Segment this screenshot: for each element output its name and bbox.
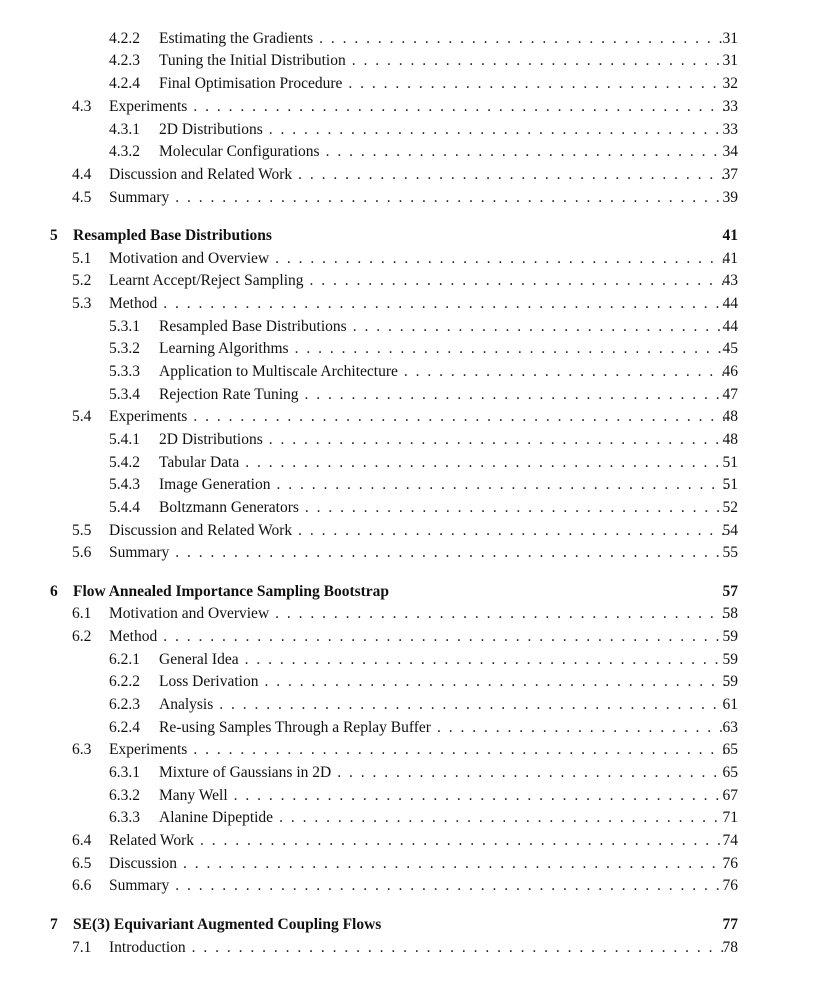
toc-entry-title: Flow Annealed Importance Sampling Bootstrap bbox=[73, 581, 726, 603]
toc-entry-number: 7.1 bbox=[72, 939, 92, 956]
toc-entry-number: 4.3.2 bbox=[109, 143, 140, 160]
toc-entry-page-number: 58 bbox=[722, 605, 738, 622]
toc-entry-page-number: 54 bbox=[722, 522, 738, 539]
dot-leader bbox=[234, 785, 726, 807]
toc-entry-number: 5.5 bbox=[72, 522, 92, 539]
toc-entry-page-number: 61 bbox=[722, 696, 738, 713]
toc-entry[interactable] bbox=[0, 270, 826, 292]
toc-entry-title: Experiments . . . bbox=[109, 739, 726, 761]
toc-entry-number: 6.1 bbox=[72, 605, 92, 622]
toc-entry-title: 2D Distributions . . . bbox=[159, 429, 726, 451]
toc-entry-title: Experiments . . . bbox=[109, 406, 726, 428]
toc-entry-page-number: 52 bbox=[722, 499, 738, 516]
toc-entry-page-number: 65 bbox=[722, 764, 738, 781]
toc-entry-number: 6.2.4 bbox=[109, 719, 140, 736]
dot-leader bbox=[269, 119, 726, 141]
dot-leader bbox=[305, 497, 726, 519]
dot-leader bbox=[298, 520, 726, 542]
toc-entry-page-number: 43 bbox=[722, 272, 738, 289]
toc-entry[interactable] bbox=[0, 338, 826, 360]
toc-entry-page-number: 48 bbox=[722, 408, 738, 425]
toc-entry-number: 6.2.1 bbox=[109, 651, 140, 668]
toc-entry-page-number: 51 bbox=[722, 454, 738, 471]
toc-entry-page-number: 44 bbox=[722, 295, 738, 312]
toc-entry-page-number: 32 bbox=[722, 75, 738, 92]
toc-entry-title: Loss Derivation . . . bbox=[159, 671, 726, 693]
toc-entry-number: 5.4.2 bbox=[109, 454, 140, 471]
toc-chapter-entry[interactable] bbox=[0, 914, 826, 936]
toc-entry-title: 2D Distributions . . . bbox=[159, 119, 726, 141]
toc-entry-title: Method . . . bbox=[109, 293, 726, 315]
toc-entry-number: 6.5 bbox=[72, 855, 92, 872]
toc-entry-title: Discussion and Related Work . . . bbox=[109, 164, 726, 186]
dot-leader bbox=[183, 853, 726, 875]
toc-entry-title: Learnt Accept/Reject Sampling . . . bbox=[109, 270, 726, 292]
toc-entry-number: 6.3.1 bbox=[109, 764, 140, 781]
toc-entry-page-number: 51 bbox=[722, 476, 738, 493]
toc-entry-title: Estimating the Gradients . . . bbox=[159, 28, 726, 50]
toc-entry-title: Summary . . . bbox=[109, 875, 726, 897]
toc-entry-page-number: 33 bbox=[722, 98, 738, 115]
toc-entry-page-number: 65 bbox=[722, 741, 738, 758]
toc-entry-title: Related Work . . . bbox=[109, 830, 726, 852]
toc-entry-number: 5.4.3 bbox=[109, 476, 140, 493]
dot-leader bbox=[275, 248, 726, 270]
dot-leader bbox=[245, 452, 726, 474]
toc-entry-title: Discussion and Related Work . . . bbox=[109, 520, 726, 542]
toc-entry-title: Introduction . . . bbox=[109, 937, 726, 959]
dot-leader bbox=[219, 694, 726, 716]
toc-entry[interactable] bbox=[0, 452, 826, 474]
toc-entry[interactable] bbox=[0, 384, 826, 406]
toc-entry-page-number: 59 bbox=[722, 673, 738, 690]
dot-leader bbox=[275, 603, 726, 625]
toc-chapter-entry[interactable] bbox=[0, 581, 826, 603]
dot-leader bbox=[310, 270, 726, 292]
toc-entry[interactable] bbox=[0, 28, 826, 50]
dot-leader bbox=[163, 293, 726, 315]
toc-entry[interactable] bbox=[0, 542, 826, 564]
dot-leader bbox=[404, 361, 726, 383]
toc-entry-title: Tuning the Initial Distribution . . . bbox=[159, 50, 726, 72]
toc-entry-title: Re-using Samples Through a Replay Buffer . . . bbox=[159, 717, 726, 739]
toc-entry-page-number: 47 bbox=[722, 386, 738, 403]
toc-entry-page-number: 44 bbox=[722, 318, 738, 335]
toc-entry[interactable] bbox=[0, 875, 826, 897]
toc-entry-number: 5.4.4 bbox=[109, 499, 140, 516]
toc-entry-title: Resampled Base Distributions bbox=[73, 225, 726, 247]
toc-entry-number: 4.2.4 bbox=[109, 75, 140, 92]
toc-entry-page-number: 33 bbox=[722, 121, 738, 138]
toc-entry[interactable] bbox=[0, 626, 826, 648]
toc-entry-title: Molecular Configurations . . . bbox=[159, 141, 726, 163]
toc-entry-page-number: 31 bbox=[722, 30, 738, 47]
toc-entry-page-number: 46 bbox=[722, 363, 738, 380]
toc-entry[interactable] bbox=[0, 406, 826, 428]
dot-leader bbox=[175, 542, 726, 564]
toc-entry-title: Motivation and Overview . . . bbox=[109, 603, 726, 625]
toc-entry-number: 4.2.2 bbox=[109, 30, 140, 47]
toc-entry-number: 6.3 bbox=[72, 741, 92, 758]
dot-leader bbox=[298, 164, 726, 186]
toc-entry-page-number: 39 bbox=[722, 189, 738, 206]
toc-entry[interactable] bbox=[0, 316, 826, 338]
toc-entry-page-number: 45 bbox=[722, 340, 738, 357]
toc-entry-title: Application to Multiscale Architecture . . . bbox=[159, 361, 726, 383]
toc-entry-page-number: 48 bbox=[722, 431, 738, 448]
toc-entry[interactable] bbox=[0, 248, 826, 270]
dot-leader bbox=[200, 830, 726, 852]
toc-entry-page-number: 77 bbox=[722, 916, 738, 933]
toc-entry-title: Summary . . . bbox=[109, 542, 726, 564]
toc-entry[interactable] bbox=[0, 520, 826, 542]
dot-leader bbox=[305, 384, 727, 406]
dot-leader bbox=[264, 671, 726, 693]
toc-entry-page-number: 37 bbox=[722, 166, 738, 183]
toc-entry-number: 4.2.3 bbox=[109, 52, 140, 69]
toc-entry-page-number: 31 bbox=[722, 52, 738, 69]
toc-entry-number: 5.3 bbox=[72, 295, 92, 312]
toc-entry-title: Discussion . . . bbox=[109, 853, 726, 875]
toc-entry-number: 4.3 bbox=[72, 98, 92, 115]
toc-entry-title: Image Generation . . . bbox=[159, 474, 726, 496]
toc-entry-number: 4.5 bbox=[72, 189, 92, 206]
toc-entry-number: 6.3.3 bbox=[109, 809, 140, 826]
toc-entry[interactable] bbox=[0, 937, 826, 959]
toc-entry-number: 7 bbox=[50, 916, 58, 933]
dot-leader bbox=[353, 316, 726, 338]
dot-leader bbox=[193, 96, 726, 118]
dot-leader bbox=[279, 807, 726, 829]
toc-entry[interactable] bbox=[0, 694, 826, 716]
toc-entry-number: 4.3.1 bbox=[109, 121, 140, 138]
toc-entry[interactable] bbox=[0, 96, 826, 118]
dot-leader bbox=[269, 429, 726, 451]
toc-entry-number: 4.4 bbox=[72, 166, 92, 183]
toc-entry-title: Rejection Rate Tuning . . . bbox=[159, 384, 726, 406]
toc-entry-number: 5.3.2 bbox=[109, 340, 140, 357]
toc-entry-title: Analysis . . . bbox=[159, 694, 726, 716]
toc-entry-title: Experiments . . . bbox=[109, 96, 726, 118]
toc-entry-number: 6.4 bbox=[72, 832, 92, 849]
dot-leader bbox=[245, 649, 726, 671]
dot-leader bbox=[352, 50, 726, 72]
toc-entry-number: 5 bbox=[50, 227, 58, 244]
dot-leader bbox=[163, 626, 726, 648]
toc-entry-title: SE(3) Equivariant Augmented Coupling Flows bbox=[73, 914, 726, 936]
dot-leader bbox=[348, 73, 726, 95]
toc-entry-number: 5.4 bbox=[72, 408, 92, 425]
toc-entry-number: 6.6 bbox=[72, 877, 92, 894]
toc-entry-page-number: 41 bbox=[722, 227, 738, 244]
toc-entry-number: 6.2 bbox=[72, 628, 92, 645]
toc-entry[interactable] bbox=[0, 429, 826, 451]
toc-entry-number: 5.3.4 bbox=[109, 386, 140, 403]
toc-entry-page-number: 57 bbox=[722, 583, 738, 600]
toc-entry-page-number: 59 bbox=[722, 651, 738, 668]
toc-chapter-entry[interactable] bbox=[0, 225, 826, 247]
toc-entry-title: Alanine Dipeptide . . . bbox=[159, 807, 726, 829]
toc-entry-number: 5.4.1 bbox=[109, 431, 140, 448]
toc-entry-page-number: 76 bbox=[722, 877, 738, 894]
toc-entry-number: 6 bbox=[50, 583, 58, 600]
toc-entry-page-number: 74 bbox=[722, 832, 738, 849]
toc-entry-page-number: 78 bbox=[722, 939, 738, 956]
toc-entry[interactable] bbox=[0, 164, 826, 186]
toc-entry-number: 6.3.2 bbox=[109, 787, 140, 804]
toc-entry[interactable] bbox=[0, 361, 826, 383]
toc-entry[interactable] bbox=[0, 293, 826, 315]
toc-entry-page-number: 41 bbox=[722, 250, 738, 267]
toc-entry-page-number: 63 bbox=[722, 719, 738, 736]
toc-entry[interactable] bbox=[0, 141, 826, 163]
toc-entry[interactable] bbox=[0, 73, 826, 95]
toc-entry-number: 6.2.3 bbox=[109, 696, 140, 713]
toc-entry-title: Summary . . . bbox=[109, 187, 726, 209]
dot-leader bbox=[175, 875, 726, 897]
toc-entry-title: General Idea . . . bbox=[159, 649, 726, 671]
toc-entry-page-number: 71 bbox=[722, 809, 738, 826]
toc-entry-page-number: 59 bbox=[722, 628, 738, 645]
toc-entry-title: Motivation and Overview . . . bbox=[109, 248, 726, 270]
toc-entry-title: Final Optimisation Procedure . . . bbox=[159, 73, 726, 95]
toc-entry[interactable] bbox=[0, 649, 826, 671]
toc-entry-title: Learning Algorithms . . . bbox=[159, 338, 726, 360]
toc-entry-number: 6.2.2 bbox=[109, 673, 140, 690]
dot-leader bbox=[295, 338, 726, 360]
toc-entry[interactable] bbox=[0, 785, 826, 807]
toc-entry-title: Many Well . . . bbox=[159, 785, 726, 807]
toc-entry-title: Method . . . bbox=[109, 626, 726, 648]
toc-entry[interactable] bbox=[0, 739, 826, 761]
toc-entry-page-number: 67 bbox=[722, 787, 738, 804]
dot-leader bbox=[193, 406, 726, 428]
toc-entry-number: 5.2 bbox=[72, 272, 92, 289]
dot-leader bbox=[437, 717, 726, 739]
toc-entry-number: 5.1 bbox=[72, 250, 92, 267]
toc-entry-page-number: 76 bbox=[722, 855, 738, 872]
dot-leader bbox=[319, 28, 726, 50]
toc-entry-number: 5.3.1 bbox=[109, 318, 140, 335]
toc-entry[interactable] bbox=[0, 497, 826, 519]
toc-entry-title: Resampled Base Distributions . . . bbox=[159, 316, 726, 338]
toc-entry-title: Tabular Data . . . bbox=[159, 452, 726, 474]
dot-leader bbox=[175, 187, 726, 209]
dot-leader bbox=[192, 937, 726, 959]
dot-leader bbox=[276, 474, 726, 496]
toc-entry[interactable] bbox=[0, 853, 826, 875]
toc-entry-number: 5.6 bbox=[72, 544, 92, 561]
toc-entry[interactable] bbox=[0, 603, 826, 625]
toc-entry[interactable] bbox=[0, 717, 826, 739]
toc-entry[interactable] bbox=[0, 474, 826, 496]
toc-entry[interactable] bbox=[0, 187, 826, 209]
toc-entry-number: 5.3.3 bbox=[109, 363, 140, 380]
toc-entry-page-number: 55 bbox=[722, 544, 738, 561]
toc-entry[interactable] bbox=[0, 807, 826, 829]
toc-entry[interactable] bbox=[0, 830, 826, 852]
toc-entry-title: Boltzmann Generators . . . bbox=[159, 497, 726, 519]
dot-leader bbox=[326, 141, 726, 163]
toc-entry[interactable] bbox=[0, 671, 826, 693]
toc-entry[interactable] bbox=[0, 762, 826, 784]
dot-leader bbox=[193, 739, 726, 761]
toc-entry[interactable] bbox=[0, 119, 826, 141]
toc-entry[interactable] bbox=[0, 50, 826, 72]
toc-entry-page-number: 34 bbox=[722, 143, 738, 160]
toc-entry-title: Mixture of Gaussians in 2D . . . bbox=[159, 762, 726, 784]
dot-leader bbox=[337, 762, 726, 784]
